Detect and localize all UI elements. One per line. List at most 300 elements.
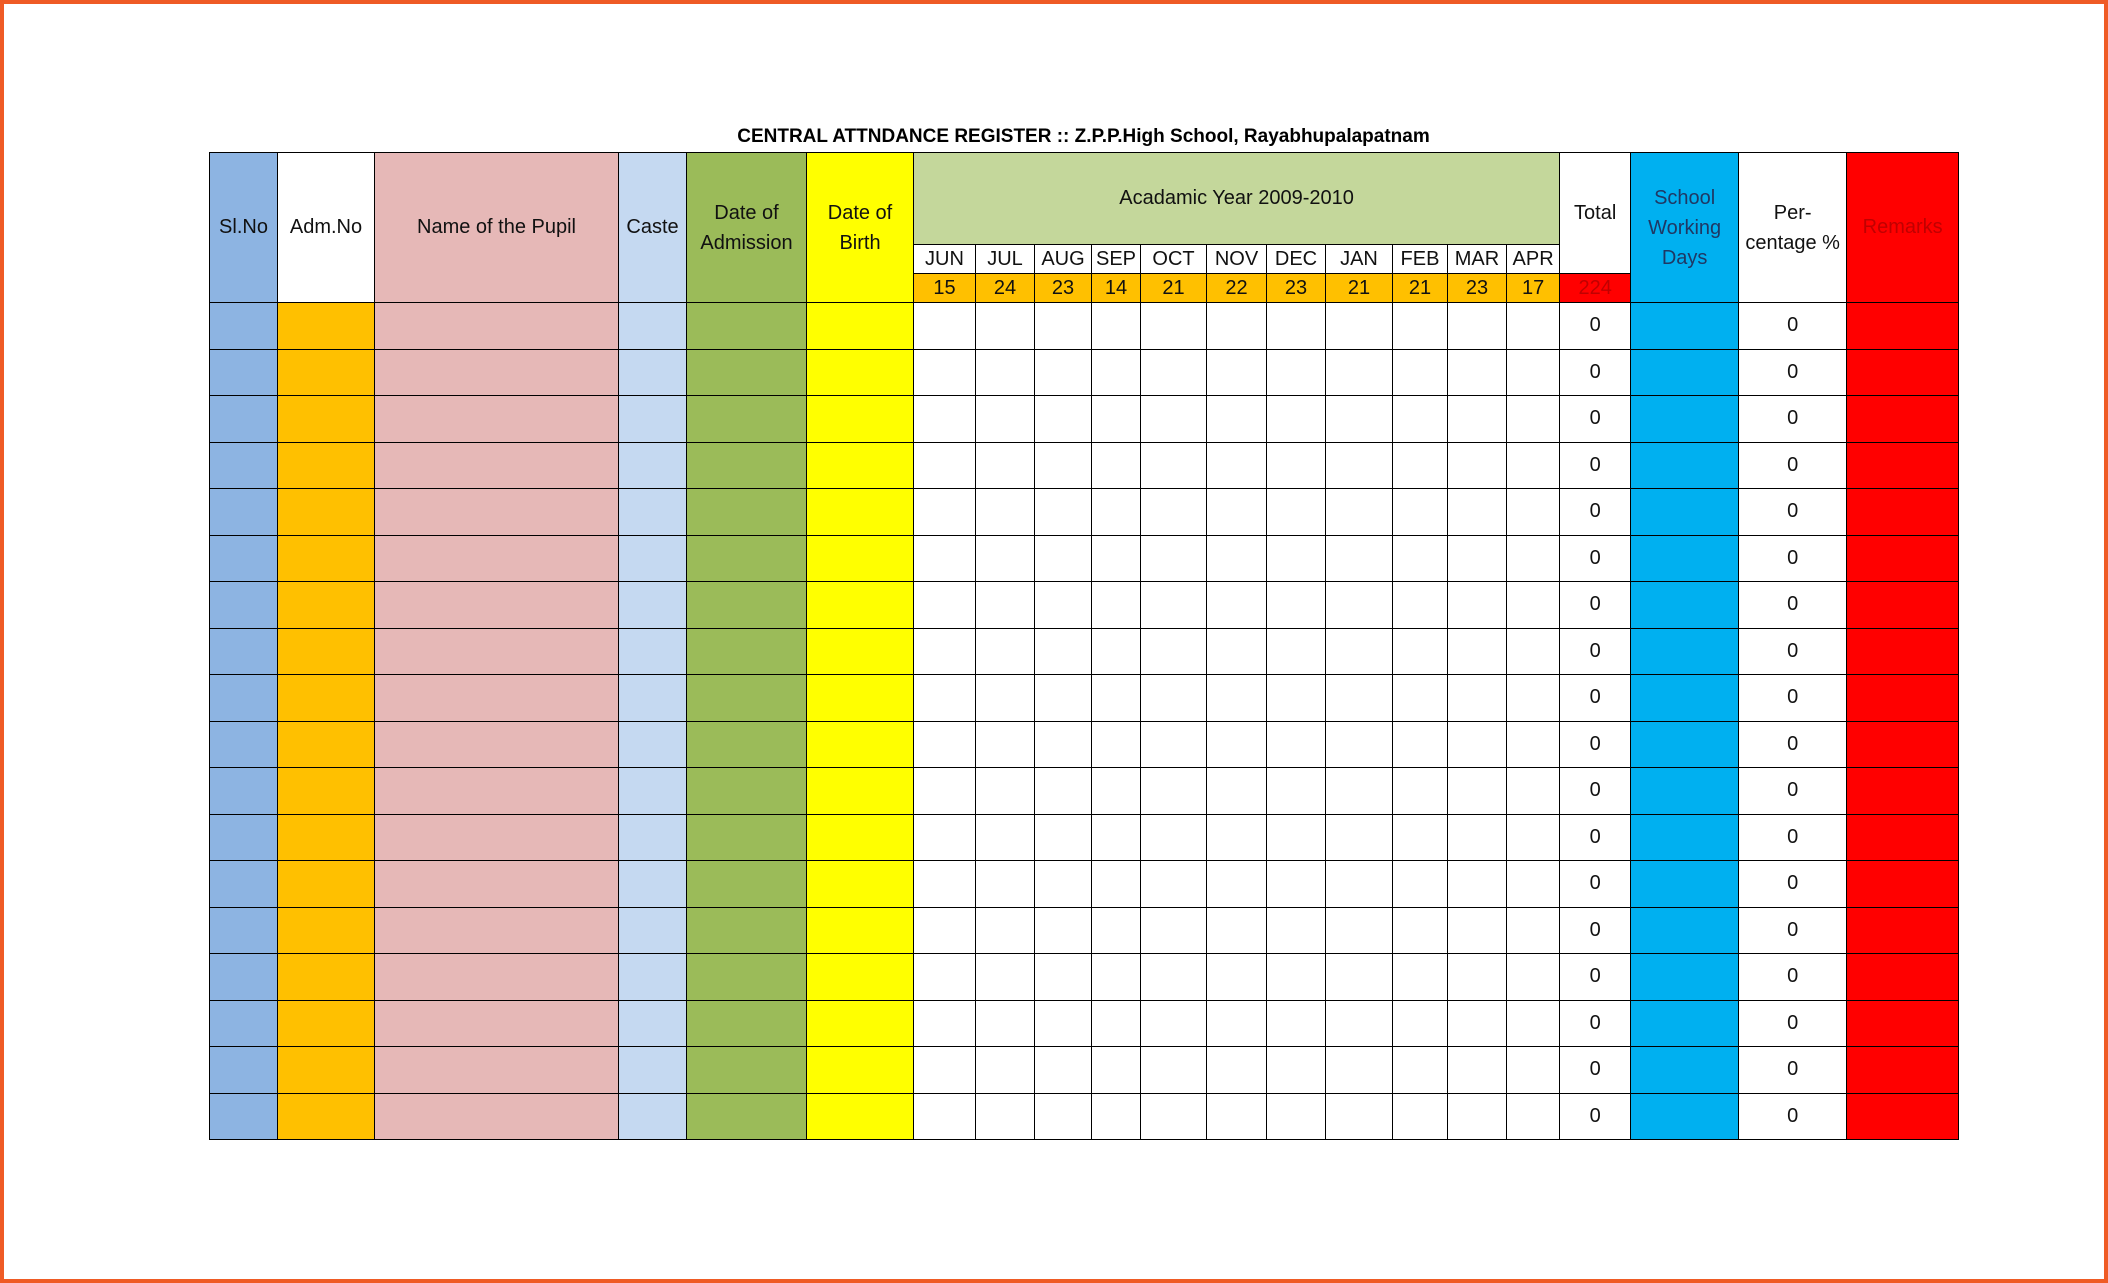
date-of-admission-cell[interactable] [687,442,807,489]
attendance-cell[interactable] [1092,442,1141,489]
attendance-cell[interactable] [976,303,1035,350]
pupil-name-cell[interactable] [375,721,619,768]
caste-cell[interactable] [619,489,687,536]
attendance-cell[interactable] [1326,396,1393,443]
date-of-admission-cell[interactable] [687,861,807,908]
attendance-cell[interactable] [1267,489,1326,536]
attendance-cell[interactable] [914,303,976,350]
pupil-name-cell[interactable] [375,442,619,489]
attendance-cell[interactable] [1035,442,1092,489]
date-of-birth-cell[interactable] [807,721,914,768]
attendance-cell[interactable] [1267,954,1326,1001]
attendance-cell[interactable] [1326,907,1393,954]
attendance-cell[interactable] [1448,768,1507,815]
attendance-cell[interactable] [914,814,976,861]
attendance-cell[interactable] [976,768,1035,815]
attendance-cell[interactable] [1035,721,1092,768]
pupil-name-cell[interactable] [375,396,619,443]
attendance-cell[interactable] [1326,814,1393,861]
attendance-cell[interactable] [1507,814,1560,861]
caste-cell[interactable] [619,628,687,675]
attendance-cell[interactable] [1326,768,1393,815]
attendance-cell[interactable] [1035,814,1092,861]
caste-cell[interactable] [619,349,687,396]
attendance-cell[interactable] [1092,1047,1141,1094]
attendance-cell[interactable] [1092,1093,1141,1140]
attendance-cell[interactable] [1141,442,1207,489]
sl-no-cell[interactable] [210,675,278,722]
attendance-cell[interactable] [1507,1047,1560,1094]
attendance-cell[interactable] [976,1093,1035,1140]
attendance-cell[interactable] [1207,303,1267,350]
attendance-cell[interactable] [1507,582,1560,629]
attendance-cell[interactable] [1207,628,1267,675]
attendance-cell[interactable] [1448,442,1507,489]
remarks-cell[interactable] [1847,1093,1959,1140]
date-of-birth-cell[interactable] [807,768,914,815]
adm-no-cell[interactable] [278,1093,375,1140]
attendance-cell[interactable] [1507,349,1560,396]
adm-no-cell[interactable] [278,628,375,675]
sl-no-cell[interactable] [210,768,278,815]
school-working-days-cell[interactable] [1631,768,1739,815]
date-of-admission-cell[interactable] [687,535,807,582]
date-of-admission-cell[interactable] [687,489,807,536]
attendance-cell[interactable] [1267,442,1326,489]
sl-no-cell[interactable] [210,814,278,861]
attendance-cell[interactable] [1207,489,1267,536]
date-of-birth-cell[interactable] [807,954,914,1001]
attendance-cell[interactable] [1507,1093,1560,1140]
school-working-days-cell[interactable] [1631,303,1739,350]
attendance-cell[interactable] [1207,582,1267,629]
attendance-cell[interactable] [1267,675,1326,722]
date-of-admission-cell[interactable] [687,628,807,675]
date-of-birth-cell[interactable] [807,1000,914,1047]
caste-cell[interactable] [619,303,687,350]
attendance-cell[interactable] [1393,861,1448,908]
attendance-cell[interactable] [976,907,1035,954]
attendance-cell[interactable] [1393,582,1448,629]
attendance-cell[interactable] [976,442,1035,489]
attendance-cell[interactable] [1035,954,1092,1001]
attendance-cell[interactable] [1448,396,1507,443]
attendance-cell[interactable] [1207,721,1267,768]
attendance-cell[interactable] [1326,582,1393,629]
attendance-cell[interactable] [1207,861,1267,908]
remarks-cell[interactable] [1847,814,1959,861]
sl-no-cell[interactable] [210,1047,278,1094]
attendance-cell[interactable] [1092,768,1141,815]
attendance-cell[interactable] [1035,907,1092,954]
adm-no-cell[interactable] [278,582,375,629]
attendance-cell[interactable] [1393,907,1448,954]
attendance-cell[interactable] [1141,582,1207,629]
caste-cell[interactable] [619,582,687,629]
attendance-cell[interactable] [1393,768,1448,815]
remarks-cell[interactable] [1847,303,1959,350]
attendance-cell[interactable] [1448,814,1507,861]
attendance-cell[interactable] [1448,582,1507,629]
sl-no-cell[interactable] [210,721,278,768]
attendance-cell[interactable] [1326,675,1393,722]
school-working-days-cell[interactable] [1631,721,1739,768]
attendance-cell[interactable] [1326,721,1393,768]
adm-no-cell[interactable] [278,303,375,350]
attendance-cell[interactable] [914,1047,976,1094]
attendance-cell[interactable] [1207,1000,1267,1047]
attendance-cell[interactable] [1326,489,1393,536]
attendance-cell[interactable] [1448,1000,1507,1047]
sl-no-cell[interactable] [210,442,278,489]
attendance-cell[interactable] [1448,675,1507,722]
pupil-name-cell[interactable] [375,628,619,675]
remarks-cell[interactable] [1847,861,1959,908]
caste-cell[interactable] [619,721,687,768]
sl-no-cell[interactable] [210,907,278,954]
date-of-admission-cell[interactable] [687,814,807,861]
date-of-birth-cell[interactable] [807,1047,914,1094]
attendance-cell[interactable] [976,861,1035,908]
attendance-cell[interactable] [1448,535,1507,582]
attendance-cell[interactable] [1141,396,1207,443]
school-working-days-cell[interactable] [1631,442,1739,489]
attendance-cell[interactable] [1507,721,1560,768]
attendance-cell[interactable] [1035,675,1092,722]
sl-no-cell[interactable] [210,582,278,629]
school-working-days-cell[interactable] [1631,582,1739,629]
attendance-cell[interactable] [1393,535,1448,582]
attendance-cell[interactable] [1092,675,1141,722]
attendance-cell[interactable] [1326,303,1393,350]
remarks-cell[interactable] [1847,1047,1959,1094]
remarks-cell[interactable] [1847,675,1959,722]
attendance-cell[interactable] [1141,814,1207,861]
attendance-cell[interactable] [976,349,1035,396]
attendance-cell[interactable] [1207,349,1267,396]
attendance-cell[interactable] [914,1000,976,1047]
attendance-cell[interactable] [1448,1047,1507,1094]
date-of-admission-cell[interactable] [687,1093,807,1140]
attendance-cell[interactable] [1035,1000,1092,1047]
adm-no-cell[interactable] [278,442,375,489]
caste-cell[interactable] [619,1047,687,1094]
attendance-cell[interactable] [1448,861,1507,908]
attendance-cell[interactable] [1448,907,1507,954]
adm-no-cell[interactable] [278,907,375,954]
attendance-cell[interactable] [1393,628,1448,675]
attendance-cell[interactable] [1092,721,1141,768]
attendance-cell[interactable] [1507,768,1560,815]
attendance-cell[interactable] [1267,721,1326,768]
adm-no-cell[interactable] [278,768,375,815]
date-of-admission-cell[interactable] [687,675,807,722]
attendance-cell[interactable] [1326,1000,1393,1047]
attendance-cell[interactable] [1448,489,1507,536]
attendance-cell[interactable] [1326,1047,1393,1094]
attendance-cell[interactable] [1267,628,1326,675]
attendance-cell[interactable] [1448,628,1507,675]
school-working-days-cell[interactable] [1631,814,1739,861]
attendance-cell[interactable] [1141,768,1207,815]
caste-cell[interactable] [619,675,687,722]
attendance-cell[interactable] [1326,628,1393,675]
attendance-cell[interactable] [1448,954,1507,1001]
attendance-cell[interactable] [1267,768,1326,815]
attendance-cell[interactable] [1092,1000,1141,1047]
remarks-cell[interactable] [1847,396,1959,443]
attendance-cell[interactable] [1326,535,1393,582]
date-of-birth-cell[interactable] [807,303,914,350]
date-of-admission-cell[interactable] [687,396,807,443]
attendance-cell[interactable] [1092,628,1141,675]
attendance-cell[interactable] [1507,303,1560,350]
date-of-admission-cell[interactable] [687,768,807,815]
attendance-cell[interactable] [1207,535,1267,582]
attendance-cell[interactable] [1507,675,1560,722]
attendance-cell[interactable] [1448,303,1507,350]
sl-no-cell[interactable] [210,489,278,536]
attendance-cell[interactable] [1035,582,1092,629]
attendance-cell[interactable] [1092,535,1141,582]
attendance-cell[interactable] [1092,814,1141,861]
attendance-cell[interactable] [1207,1047,1267,1094]
attendance-cell[interactable] [1035,1047,1092,1094]
attendance-cell[interactable] [1507,907,1560,954]
remarks-cell[interactable] [1847,907,1959,954]
school-working-days-cell[interactable] [1631,907,1739,954]
adm-no-cell[interactable] [278,489,375,536]
attendance-cell[interactable] [914,721,976,768]
remarks-cell[interactable] [1847,535,1959,582]
attendance-cell[interactable] [976,489,1035,536]
attendance-cell[interactable] [1141,1047,1207,1094]
adm-no-cell[interactable] [278,535,375,582]
attendance-cell[interactable] [1092,349,1141,396]
pupil-name-cell[interactable] [375,303,619,350]
sl-no-cell[interactable] [210,535,278,582]
adm-no-cell[interactable] [278,814,375,861]
attendance-cell[interactable] [1326,349,1393,396]
caste-cell[interactable] [619,396,687,443]
attendance-cell[interactable] [1267,303,1326,350]
pupil-name-cell[interactable] [375,582,619,629]
attendance-cell[interactable] [1326,954,1393,1001]
date-of-birth-cell[interactable] [807,442,914,489]
school-working-days-cell[interactable] [1631,1093,1739,1140]
pupil-name-cell[interactable] [375,954,619,1001]
pupil-name-cell[interactable] [375,535,619,582]
attendance-cell[interactable] [1393,954,1448,1001]
date-of-birth-cell[interactable] [807,489,914,536]
attendance-cell[interactable] [1035,535,1092,582]
adm-no-cell[interactable] [278,721,375,768]
attendance-cell[interactable] [1141,1000,1207,1047]
attendance-cell[interactable] [976,582,1035,629]
caste-cell[interactable] [619,442,687,489]
attendance-cell[interactable] [1507,442,1560,489]
attendance-cell[interactable] [1141,535,1207,582]
attendance-cell[interactable] [1141,349,1207,396]
sl-no-cell[interactable] [210,954,278,1001]
attendance-cell[interactable] [1507,396,1560,443]
attendance-cell[interactable] [1326,861,1393,908]
attendance-cell[interactable] [914,535,976,582]
attendance-cell[interactable] [1092,396,1141,443]
date-of-birth-cell[interactable] [807,535,914,582]
pupil-name-cell[interactable] [375,1000,619,1047]
attendance-cell[interactable] [1267,535,1326,582]
attendance-cell[interactable] [1207,954,1267,1001]
caste-cell[interactable] [619,1000,687,1047]
caste-cell[interactable] [619,861,687,908]
attendance-cell[interactable] [1092,303,1141,350]
attendance-cell[interactable] [1267,907,1326,954]
school-working-days-cell[interactable] [1631,1000,1739,1047]
attendance-cell[interactable] [914,907,976,954]
attendance-cell[interactable] [1448,1093,1507,1140]
caste-cell[interactable] [619,907,687,954]
attendance-cell[interactable] [914,489,976,536]
school-working-days-cell[interactable] [1631,349,1739,396]
date-of-birth-cell[interactable] [807,349,914,396]
remarks-cell[interactable] [1847,628,1959,675]
caste-cell[interactable] [619,535,687,582]
pupil-name-cell[interactable] [375,907,619,954]
remarks-cell[interactable] [1847,582,1959,629]
adm-no-cell[interactable] [278,675,375,722]
attendance-cell[interactable] [1092,907,1141,954]
adm-no-cell[interactable] [278,861,375,908]
sl-no-cell[interactable] [210,628,278,675]
attendance-cell[interactable] [1507,954,1560,1001]
attendance-cell[interactable] [1207,1093,1267,1140]
attendance-cell[interactable] [1141,1093,1207,1140]
attendance-cell[interactable] [1035,861,1092,908]
school-working-days-cell[interactable] [1631,675,1739,722]
attendance-cell[interactable] [914,442,976,489]
attendance-cell[interactable] [1092,489,1141,536]
remarks-cell[interactable] [1847,349,1959,396]
attendance-cell[interactable] [1393,442,1448,489]
attendance-cell[interactable] [1393,721,1448,768]
attendance-cell[interactable] [1507,861,1560,908]
attendance-cell[interactable] [914,349,976,396]
attendance-cell[interactable] [1141,954,1207,1001]
date-of-birth-cell[interactable] [807,628,914,675]
attendance-cell[interactable] [1507,1000,1560,1047]
date-of-admission-cell[interactable] [687,1000,807,1047]
attendance-cell[interactable] [1326,1093,1393,1140]
attendance-cell[interactable] [1267,814,1326,861]
attendance-cell[interactable] [1092,861,1141,908]
attendance-cell[interactable] [1448,349,1507,396]
attendance-cell[interactable] [1141,907,1207,954]
attendance-cell[interactable] [914,954,976,1001]
pupil-name-cell[interactable] [375,349,619,396]
caste-cell[interactable] [619,768,687,815]
attendance-cell[interactable] [1267,582,1326,629]
attendance-cell[interactable] [1092,954,1141,1001]
attendance-cell[interactable] [976,628,1035,675]
date-of-birth-cell[interactable] [807,907,914,954]
attendance-cell[interactable] [1092,582,1141,629]
date-of-admission-cell[interactable] [687,907,807,954]
attendance-cell[interactable] [1448,721,1507,768]
attendance-cell[interactable] [1267,861,1326,908]
attendance-cell[interactable] [976,1047,1035,1094]
attendance-cell[interactable] [914,768,976,815]
attendance-cell[interactable] [1326,442,1393,489]
adm-no-cell[interactable] [278,396,375,443]
attendance-cell[interactable] [1267,1047,1326,1094]
attendance-cell[interactable] [914,628,976,675]
pupil-name-cell[interactable] [375,861,619,908]
attendance-cell[interactable] [1393,396,1448,443]
attendance-cell[interactable] [914,675,976,722]
date-of-birth-cell[interactable] [807,814,914,861]
attendance-cell[interactable] [1035,628,1092,675]
date-of-admission-cell[interactable] [687,721,807,768]
pupil-name-cell[interactable] [375,1047,619,1094]
attendance-cell[interactable] [1507,535,1560,582]
adm-no-cell[interactable] [278,349,375,396]
attendance-cell[interactable] [1035,396,1092,443]
date-of-birth-cell[interactable] [807,582,914,629]
attendance-cell[interactable] [1393,489,1448,536]
attendance-cell[interactable] [1035,349,1092,396]
adm-no-cell[interactable] [278,1047,375,1094]
attendance-cell[interactable] [976,954,1035,1001]
attendance-cell[interactable] [1393,303,1448,350]
remarks-cell[interactable] [1847,489,1959,536]
sl-no-cell[interactable] [210,861,278,908]
remarks-cell[interactable] [1847,768,1959,815]
adm-no-cell[interactable] [278,1000,375,1047]
attendance-cell[interactable] [976,1000,1035,1047]
remarks-cell[interactable] [1847,954,1959,1001]
attendance-cell[interactable] [1507,628,1560,675]
pupil-name-cell[interactable] [375,814,619,861]
attendance-cell[interactable] [976,535,1035,582]
pupil-name-cell[interactable] [375,489,619,536]
attendance-cell[interactable] [1141,303,1207,350]
sl-no-cell[interactable] [210,303,278,350]
school-working-days-cell[interactable] [1631,628,1739,675]
date-of-birth-cell[interactable] [807,1093,914,1140]
attendance-cell[interactable] [1267,1093,1326,1140]
attendance-cell[interactable] [1141,489,1207,536]
attendance-cell[interactable] [1141,861,1207,908]
attendance-cell[interactable] [1035,768,1092,815]
attendance-cell[interactable] [1393,1047,1448,1094]
attendance-cell[interactable] [1207,814,1267,861]
adm-no-cell[interactable] [278,954,375,1001]
attendance-cell[interactable] [1207,675,1267,722]
school-working-days-cell[interactable] [1631,861,1739,908]
attendance-cell[interactable] [1141,721,1207,768]
attendance-cell[interactable] [1141,628,1207,675]
attendance-cell[interactable] [1393,1093,1448,1140]
school-working-days-cell[interactable] [1631,954,1739,1001]
attendance-cell[interactable] [1393,1000,1448,1047]
attendance-cell[interactable] [1393,814,1448,861]
attendance-cell[interactable] [914,861,976,908]
school-working-days-cell[interactable] [1631,1047,1739,1094]
pupil-name-cell[interactable] [375,675,619,722]
remarks-cell[interactable] [1847,721,1959,768]
attendance-cell[interactable] [1035,489,1092,536]
